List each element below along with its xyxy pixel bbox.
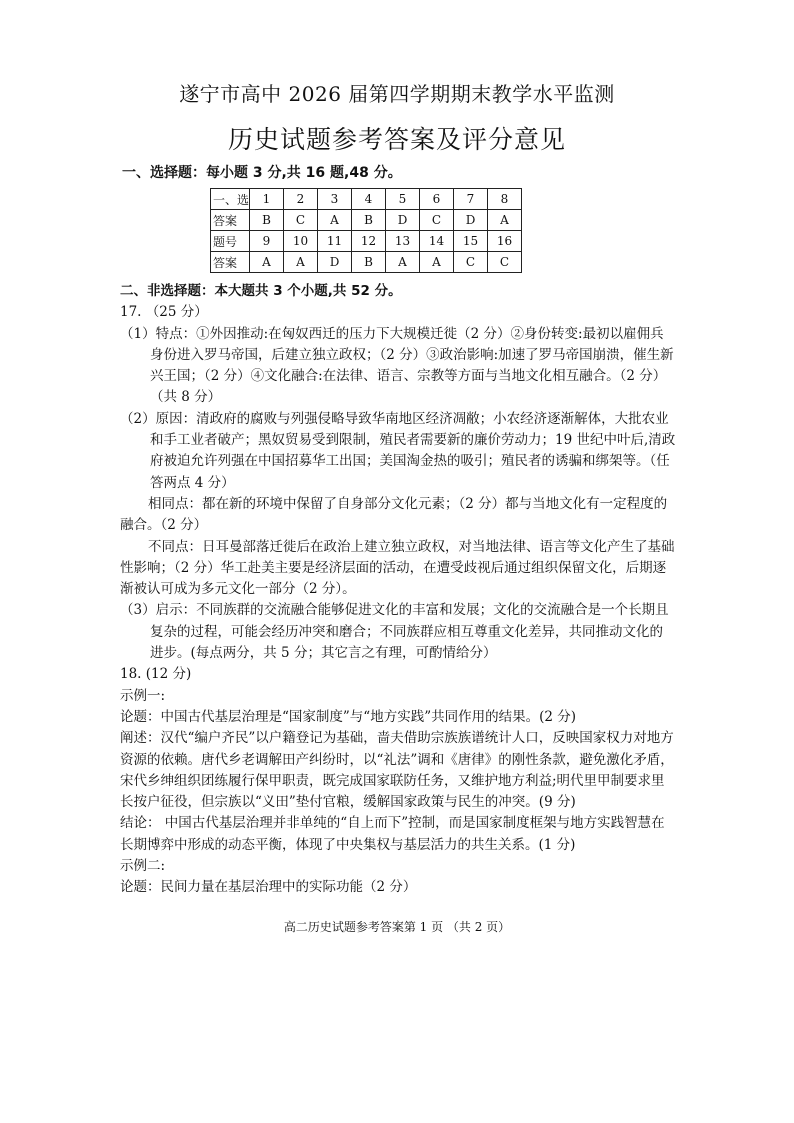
- example2-label: 示例二:: [120, 858, 166, 875]
- q17-part1: （1）特点：①外因推动:在匈奴西迁的压力下大规模迁徙（2 分）②身份转变:最初以雇佣兵身份进入罗马帝国，后建立独立政权；（2 分）③政治影响:加速了罗马帝国崩溃，催生新兴王国；（2 分）④文化融合:在法律、语言、宗教等方面与当地文化相互融合。（2 分）（共 8 分）: [120, 325, 674, 406]
- table-cell: C: [284, 210, 318, 231]
- q18-heading: 18. (12 分): [120, 666, 192, 683]
- table-cell: 14: [420, 231, 454, 252]
- table-cell: 6: [420, 189, 454, 210]
- table-cell: 答案: [211, 252, 250, 273]
- table-cell: 16: [488, 231, 522, 252]
- table-cell: 9: [250, 231, 284, 252]
- table-cell: B: [352, 252, 386, 273]
- table-cell: B: [352, 210, 386, 231]
- example1-thesis: 论题：中国古代基层治理是“国家制度”与“地方实践”共同作用的结果。(2 分): [120, 708, 577, 725]
- table-cell: D: [386, 210, 420, 231]
- table-cell: 1: [250, 189, 284, 210]
- table-cell: 题号: [211, 231, 250, 252]
- table-cell: A: [420, 252, 454, 273]
- table-cell: 11: [318, 231, 352, 252]
- table-cell: 4: [352, 189, 386, 210]
- q17-difference: 不同点：日耳曼部落迁徙后在政治上建立独立政权，对当地法律、语言等文化产生了基础性影响；（2 分）华工赴美主要是经济层面的活动，在遭受歧视后通过组织保留文化，后期逐渐被认可成为多元文化一部分（2 分）。: [120, 538, 675, 598]
- table-cell: 5: [386, 189, 420, 210]
- q17-heading: 17. （25 分）: [120, 304, 208, 321]
- section2-body: [120, 281, 676, 899]
- table-cell: 2: [284, 189, 318, 210]
- document-subtitle: 历史试题参考答案及评分意见: [227, 125, 566, 154]
- q17-part3: （3）启示：不同族群的交流融合能够促进文化的丰富和发展；文化的交流融合是一个长期且复杂的过程，可能会经历冲突和磨合；不同族群应相互尊重文化差异，共同推动文化的进步。(每点两分，共 5 分；其它言之有理，可酌情给分）: [120, 602, 669, 662]
- q17-similarity: 相同点：都在新的环境中保留了自身部分文化元素；（2 分）都与当地文化有一定程度的融合。（2 分）: [120, 495, 668, 534]
- table-row: [211, 231, 522, 252]
- page-footer: 高二历史试题参考答案第 1 页 （共 2 页）: [283, 920, 511, 934]
- choice-answer-table: [210, 188, 522, 273]
- table-cell: A: [284, 252, 318, 273]
- table-cell: C: [420, 210, 454, 231]
- q17-part2: （2）原因：清政府的腐败与列强侵略导致华南地区经济凋敝；小农经济逐渐解体，大批农业和手工业者破产；黑奴贸易受到限制，殖民者需要新的廉价劳动力；19 世纪中叶后,清政府被迫允许列强在中国招募华工出国；美国淘金热的吸引；殖民者的诱骗和绑架等。（任答两点 4 分）: [120, 410, 676, 491]
- table-cell: 7: [454, 189, 488, 210]
- example1-label: 示例一:: [120, 687, 166, 704]
- table-cell: 一、选: [211, 189, 250, 210]
- section2-heading: 二、非选择题：本大题共 3 个小题,共 52 分。: [120, 283, 402, 299]
- table-row: [211, 210, 522, 231]
- exam-title: 遂宁市高中 2026 届第四学期期末教学水平监测: [179, 82, 615, 106]
- table-cell: C: [454, 252, 488, 273]
- table-cell: D: [454, 210, 488, 231]
- table-cell: 答案: [211, 210, 250, 231]
- table-cell: 3: [318, 189, 352, 210]
- table-cell: A: [250, 252, 284, 273]
- table-cell: A: [318, 210, 352, 231]
- table-cell: 8: [488, 189, 522, 210]
- table-cell: 12: [352, 231, 386, 252]
- table-cell: A: [386, 252, 420, 273]
- table-row: [211, 252, 522, 273]
- table-cell: 10: [284, 231, 318, 252]
- example2-thesis: 论题：民间力量在基层治理中的实际功能（2 分）: [120, 879, 417, 896]
- table-cell: 13: [386, 231, 420, 252]
- table-cell: C: [488, 252, 522, 273]
- example1-argument: 阐述：汉代“编户齐民”以户籍登记为基础，啬夫借助宗族族谱统计人口，反映国家权力对地方资源的依赖。唐代乡老调解田产纠纷时，以“礼法”调和《唐律》的刚性条款，避免激化矛盾，宋代乡绅组织团练履行保甲职责，既完成国家联防任务，又维护地方利益;明代里甲制要求里长按户征役，但宗族以“义田”垫付官粮，缓解国家政策与民生的冲突。(9 分): [120, 730, 674, 811]
- table-cell: A: [488, 210, 522, 231]
- table-cell: 15: [454, 231, 488, 252]
- example1-conclusion: 结论： 中国古代基层治理并非单纯的“自上而下”控制，而是国家制度框架与地方实践智慧在长期博弈中形成的动态平衡，体现了中央集权与基层活力的共生关系。(1 分): [120, 815, 665, 853]
- table-cell: D: [318, 252, 352, 273]
- section1-heading: 一、选择题：每小题 3 分,共 16 题,48 分。: [122, 165, 402, 181]
- table-row: [211, 189, 522, 210]
- table-cell: B: [250, 210, 284, 231]
